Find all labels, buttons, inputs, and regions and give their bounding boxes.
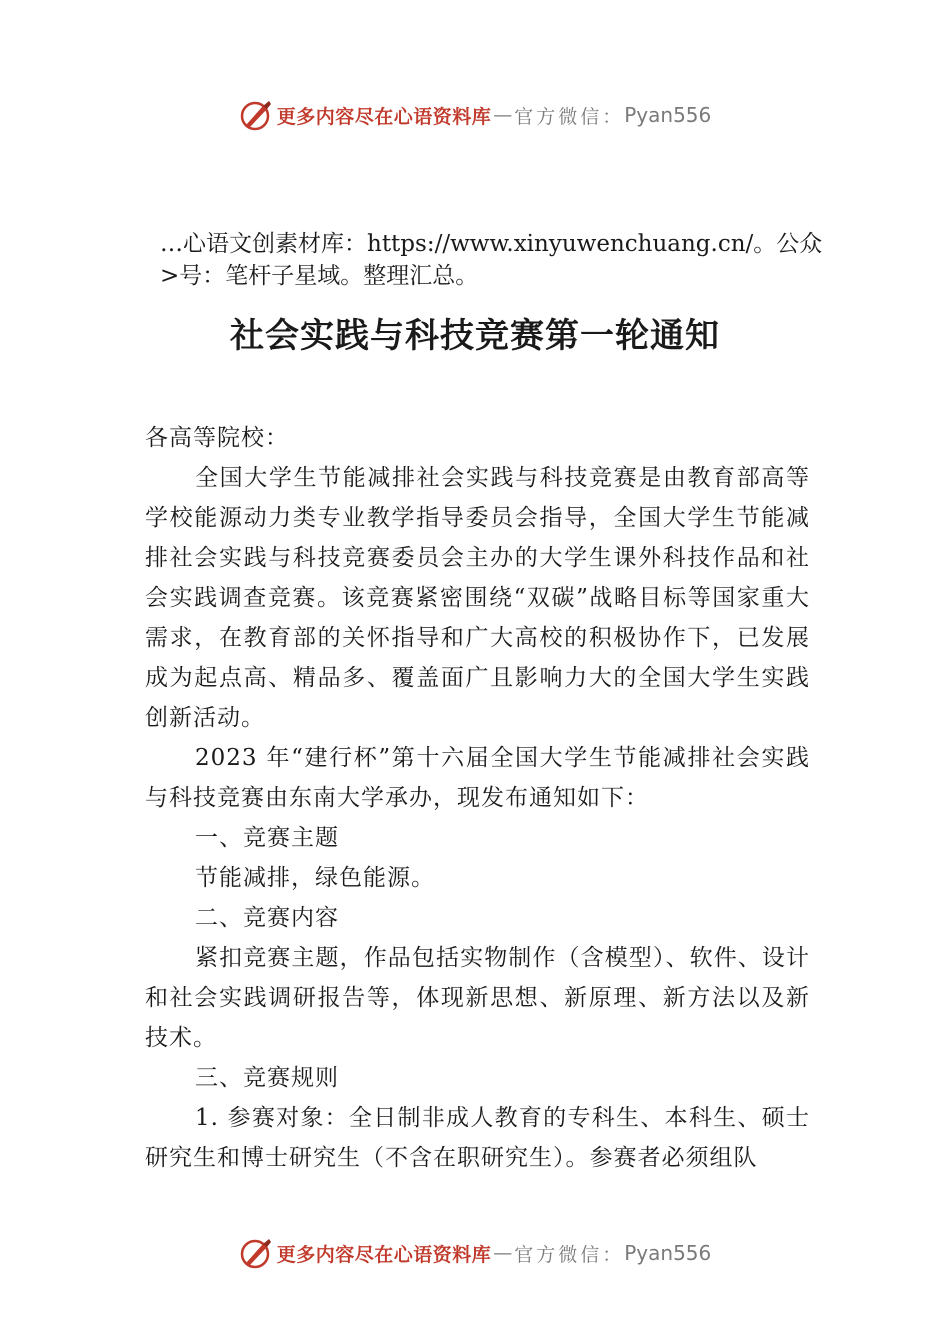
- pen-logo-icon: [239, 98, 273, 132]
- section-heading-rules: 三、竞赛规则: [195, 1065, 339, 1091]
- paragraph-rule-1: 1. 参赛对象：全日制非成人教育的专科生、本科生、硕士研究生和博士研究生（不含在职研究生）。参赛者必须组队: [145, 1105, 810, 1171]
- paragraph-content: 紧扣竞赛主题，作品包括实物制作（含模型）、软件、设计和社会实践调研报告等，体现新思想、新原理、新方法以及新技术。: [145, 945, 810, 1051]
- section-heading-content: 二、竞赛内容: [195, 905, 339, 931]
- paragraph-announcement: 2023 年“建行杯”第十六届全国大学生节能减排社会实践与科技竞赛由东南大学承办，现发布通知如下：: [145, 745, 810, 811]
- salutation: 各高等院校：: [145, 425, 289, 451]
- paragraph-theme: 节能减排，绿色能源。: [195, 865, 435, 891]
- source-line: …心语文创素材库：https://www.xinyuwenchuang.cn/。公众>号：笔杆子星域。整理汇总。: [160, 231, 823, 289]
- document-title: 社会实践与科技竞赛第一轮通知: [230, 316, 720, 356]
- watermark-wechat-id: Pyan556: [624, 1241, 712, 1265]
- paragraph-intro: 全国大学生节能减排社会实践与科技竞赛是由教育部高等学校能源动力类专业教学指导委员会指导，全国大学生节能减排社会实践与科技竞赛委员会主办的大学生课外科技作品和社会实践调查竞赛。该竞赛紧密围绕“双碳”战略目标等国家重大需求，在教育部的关怀指导和广大高校的积极协作下，已发展成为起点高、精品多、覆盖面广且影响力大的全国大学生实践创新活动。: [145, 465, 810, 731]
- watermark-separator: —: [493, 1242, 513, 1264]
- watermark-wechat-id: Pyan556: [624, 103, 712, 127]
- section-heading-theme: 一、竞赛主题: [195, 825, 339, 851]
- watermark-banner-top: [0, 93, 950, 137]
- watermark-banner-bottom: [0, 1231, 950, 1275]
- pen-logo-icon: [239, 1236, 273, 1270]
- watermark-label: 官方微信：: [514, 1243, 625, 1266]
- watermark-label: 官方微信：: [514, 105, 625, 128]
- watermark-text: 更多内容尽在心语资料库: [276, 1243, 492, 1266]
- watermark-separator: —: [493, 104, 513, 126]
- watermark-text: 更多内容尽在心语资料库: [276, 105, 492, 128]
- document-body: [145, 418, 810, 1178]
